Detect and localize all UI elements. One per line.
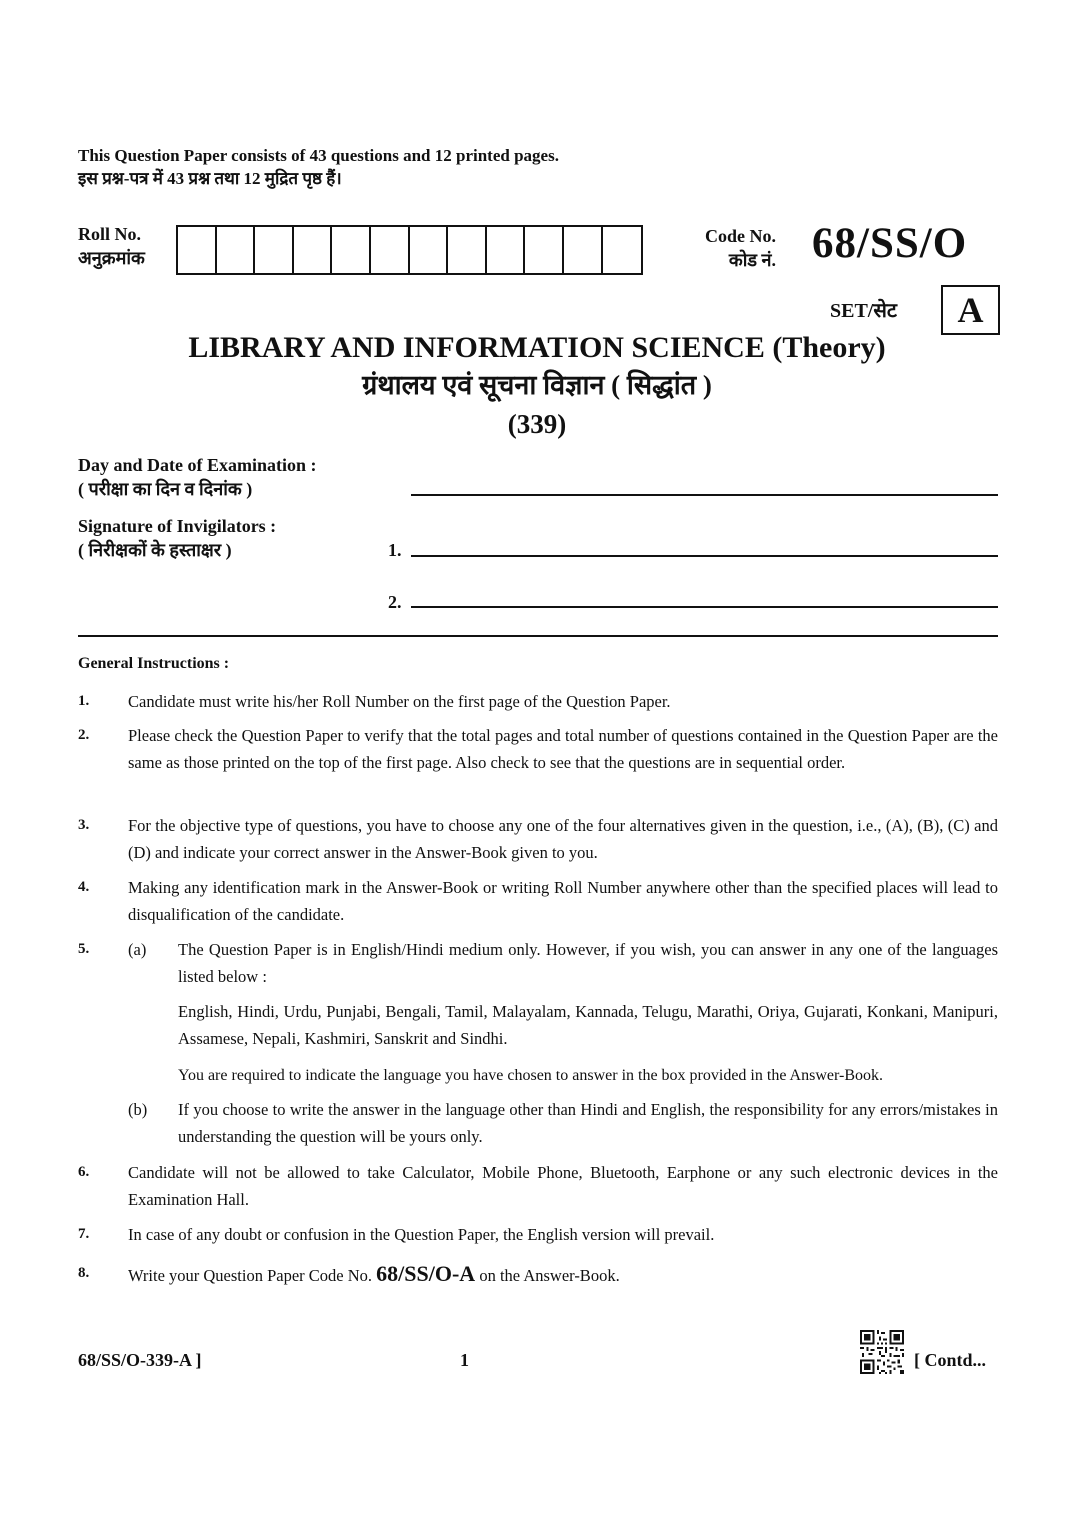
paper-code-emphasis: 68/SS/O-A xyxy=(376,1261,476,1286)
code-number-value: 68/SS/O xyxy=(812,220,968,267)
invigilator-signature-label xyxy=(78,514,276,562)
set-label: SET/सेट xyxy=(830,300,897,322)
roll-digit-box[interactable] xyxy=(294,227,333,273)
roll-digit-box[interactable] xyxy=(371,227,410,273)
paper-summary-hi: इस प्रश्न-पत्र में 43 प्रश्न तथा 12 मुद्रित पृष्ठ हैं। xyxy=(78,169,342,188)
invigilator-2-number: 2. xyxy=(388,592,402,612)
instruction-text: For the objective type of questions, you have to choose any one of the four alternatives given in the question, i.e., (A), (B), (C) and (D) and indicate your correct answer in the Answer-Book given to you. xyxy=(128,816,998,862)
sub-instruction-label: (a) xyxy=(128,940,147,959)
instruction-number: 2. xyxy=(78,727,90,743)
instruction-text: The Question Paper is in English/Hindi medium only. However, if you wish, you can answer in any one of the languages listed below : xyxy=(178,940,998,986)
exam-date-label-hi: ( परीक्षा का दिन व दिनांक ) xyxy=(78,479,253,499)
instruction-5a xyxy=(128,936,998,990)
roll-digit-box[interactable] xyxy=(603,227,642,273)
qr-code-icon xyxy=(860,1330,904,1374)
invigilator-label-en: Signature of Invigilators : xyxy=(78,516,277,536)
roll-digit-box[interactable] xyxy=(178,227,217,273)
invigilator-2-signature-line[interactable] xyxy=(411,606,998,608)
instruction-text: If you choose to write the answer in the language other than Hindi and English, the responsibility for any errors/mistakes in understanding the question will be yours only. xyxy=(178,1100,998,1146)
instruction-text: In case of any doubt or confusion in the Question Paper, the English version will prevail. xyxy=(128,1225,715,1244)
roll-digit-box[interactable] xyxy=(487,227,526,273)
instruction-8-pre: Write your Question Paper Code No. xyxy=(128,1266,373,1285)
code-number-label xyxy=(686,224,776,272)
header-divider xyxy=(78,635,998,637)
roll-digit-box[interactable] xyxy=(448,227,487,273)
roll-digit-box[interactable] xyxy=(525,227,564,273)
roll-number-boxes[interactable] xyxy=(176,225,643,275)
subject-code: (339) xyxy=(507,409,567,439)
roll-digit-box[interactable] xyxy=(410,227,449,273)
exam-date-label xyxy=(78,453,317,501)
language-box-note: You are required to indicate the language you have chosen to answer in the box provided in the Answer-Book. xyxy=(178,1067,883,1084)
instruction-number: 6. xyxy=(78,1164,90,1180)
roll-number-label-hi: अनुक्रमांक xyxy=(78,248,145,268)
instruction-number: 7. xyxy=(78,1226,90,1242)
set-value-box: A xyxy=(941,285,1000,335)
exam-date-line[interactable] xyxy=(411,494,998,496)
roll-digit-box[interactable] xyxy=(332,227,371,273)
footer-paper-code: 68/SS/O-339-A ] xyxy=(78,1350,202,1370)
subject-title-hi: ग्रंथालय एवं सूचना विज्ञान ( सिद्धांत ) xyxy=(362,370,712,400)
instruction-number: 5. xyxy=(78,941,90,957)
sub-instruction-label: (b) xyxy=(128,1100,148,1119)
instruction-7 xyxy=(78,1221,998,1248)
continued-marker: [ Contd... xyxy=(914,1350,987,1370)
roll-digit-box[interactable] xyxy=(564,227,603,273)
page-number: 1 xyxy=(460,1350,469,1370)
instruction-2 xyxy=(78,722,998,776)
code-number-label-en: Code No. xyxy=(705,226,776,246)
invigilator-1-signature-line[interactable] xyxy=(411,555,998,557)
invigilator-label-hi: ( निरीक्षकों के हस्ताक्षर ) xyxy=(78,540,232,560)
instructions-heading: General Instructions : xyxy=(78,655,230,672)
roll-number-label xyxy=(78,222,145,270)
instruction-8-post: on the Answer-Book. xyxy=(479,1266,620,1285)
invigilator-1-number: 1. xyxy=(388,540,402,560)
instruction-text: Candidate must write his/her Roll Number on the first page of the Question Paper. xyxy=(128,692,671,711)
instruction-text: Making any identification mark in the Answer-Book or writing Roll Number anywhere other than the specified places will lead to disqualification of the candidate. xyxy=(128,878,998,924)
instruction-4 xyxy=(78,874,998,928)
code-number-label-hi: कोड नं. xyxy=(728,250,776,270)
roll-number-label-en: Roll No. xyxy=(78,224,141,244)
language-list: English, Hindi, Urdu, Punjabi, Bengali, Tamil, Malayalam, Kannada, Telugu, Marathi, Oriya, Gujarati, Konkani, Manipuri, Assamese, Nepali, Kashmiri, Sanskrit and Sindhi. xyxy=(178,1002,998,1048)
roll-digit-box[interactable] xyxy=(217,227,256,273)
instruction-number: 4. xyxy=(78,879,90,895)
instruction-text xyxy=(128,1260,998,1289)
paper-summary-en: This Question Paper consists of 43 questions and 12 printed pages. xyxy=(78,146,559,165)
instruction-number: 8. xyxy=(78,1265,90,1281)
instruction-3 xyxy=(78,812,998,866)
roll-digit-box[interactable] xyxy=(255,227,294,273)
paper-summary xyxy=(78,144,559,190)
instruction-6 xyxy=(78,1159,998,1213)
instruction-number: 3. xyxy=(78,817,90,833)
exam-date-label-en: Day and Date of Examination : xyxy=(78,455,317,475)
instruction-5b xyxy=(128,1096,998,1150)
instruction-number: 1. xyxy=(78,693,90,709)
instruction-8 xyxy=(78,1260,998,1289)
instruction-1 xyxy=(78,688,998,715)
subject-title-en: LIBRARY AND INFORMATION SCIENCE (Theory) xyxy=(188,331,886,364)
instruction-text: Candidate will not be allowed to take Calculator, Mobile Phone, Bluetooth, Earphone or any such electronic devices in the Examination Hall. xyxy=(128,1163,998,1209)
instruction-text: Please check the Question Paper to verify that the total pages and total number of questions contained in the Question Paper are the same as those printed on the top of the first page. Also check to see that the questions are in sequential order. xyxy=(128,726,998,772)
